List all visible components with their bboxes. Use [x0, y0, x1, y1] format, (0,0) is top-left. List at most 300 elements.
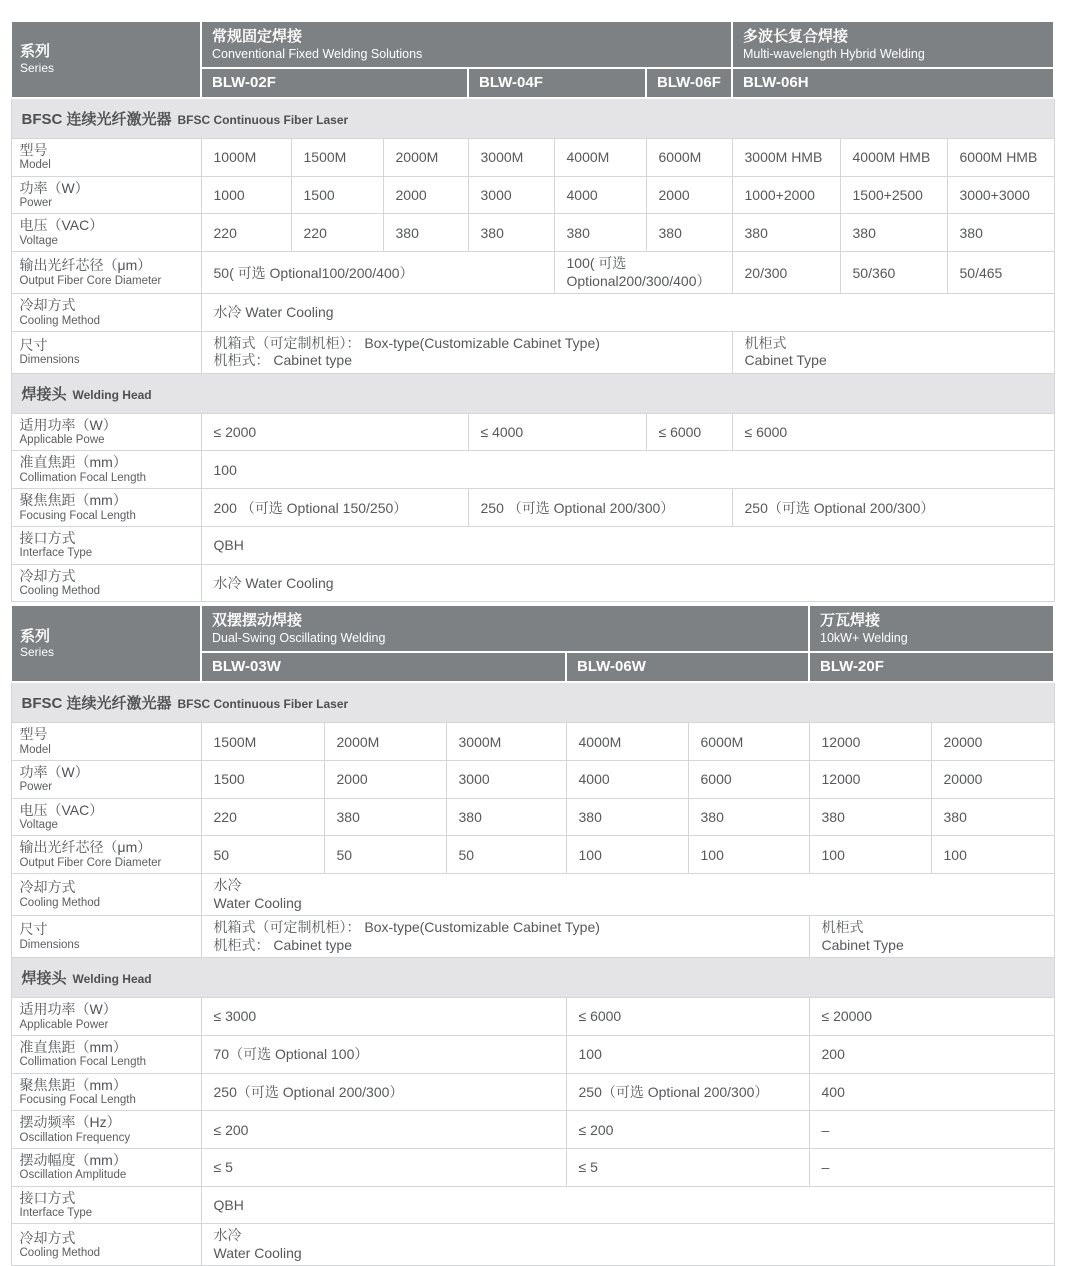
value-text: 1500: [303, 186, 335, 203]
row-label-cell: [11, 916, 201, 958]
row-label-en: Dimensions: [19, 938, 80, 951]
value-line: 机柜式: [744, 334, 787, 351]
spec-value-cell: [291, 214, 383, 252]
spec-value-cell: [646, 413, 732, 451]
model-name: BLW-06W: [577, 658, 646, 676]
spec-value-cell: [201, 138, 291, 176]
value-line: 机箱式（可定制机柜）： Box-type(Customizable Cabinet Type): [213, 919, 600, 936]
model-header-cell: [809, 652, 1054, 682]
section-title-cell: [11, 98, 1054, 139]
value-text: 100: [578, 846, 602, 863]
value-text: 50: [458, 846, 475, 863]
spec-value-cell: [468, 214, 554, 252]
table-body: [11, 682, 1054, 1266]
value-text: ≤ 20000: [821, 1008, 873, 1025]
value-text: 水冷 Water Cooling: [213, 304, 334, 321]
group-header-cell: [809, 605, 1054, 652]
spec-value-cell: [554, 252, 732, 294]
value-text: 4000M HMB: [852, 149, 931, 166]
spec-value-cell: [931, 723, 1054, 761]
spec-value-cell: [383, 176, 468, 214]
spec-value-cell: [688, 760, 809, 798]
value-text: 380: [744, 224, 768, 241]
value-text: ≤ 200: [213, 1121, 249, 1138]
spec-value-cell: [646, 138, 732, 176]
spec-value-cell: [931, 798, 1054, 836]
value-text: 6000M: [658, 149, 702, 166]
value-text: 50/465: [959, 264, 1003, 281]
row-label-zh: 聚焦焦距（mm）: [19, 492, 127, 509]
spec-row: [11, 451, 1054, 489]
row-label-zh: 冷却方式: [19, 879, 76, 896]
row-label-zh: 适用功率（W）: [19, 1001, 117, 1018]
spec-value-cell: [809, 836, 931, 874]
value-text: ≤ 200: [578, 1121, 614, 1138]
spec-row: [11, 564, 1054, 602]
value-text: 100: [943, 846, 967, 863]
spec-value-cell: [324, 836, 446, 874]
value-text: 50: [213, 846, 230, 863]
row-label-cell: [11, 413, 201, 451]
value-text: 1500: [213, 771, 245, 788]
value-text: 4000M: [578, 733, 622, 750]
section-title-row: [11, 958, 1054, 998]
row-label-en: Voltage: [19, 819, 58, 832]
value-text: 100: [213, 461, 237, 478]
value-text: ≤ 3000: [213, 1008, 257, 1025]
row-label-zh: 电压（VAC）: [19, 801, 104, 818]
spec-value-cell: [201, 176, 291, 214]
value-text: 1500M: [303, 149, 347, 166]
section-title-zh: BFSC 连续光纤激光器: [21, 695, 172, 713]
spec-value-cell: [732, 252, 840, 294]
spec-value-cell: [809, 760, 931, 798]
spec-row: [11, 252, 1054, 294]
value-text: 3000: [480, 186, 512, 203]
spec-value-cell: [947, 138, 1054, 176]
value-text: 3000M: [480, 149, 524, 166]
value-text: 380: [480, 224, 504, 241]
row-label-en: Interface Type: [19, 1207, 93, 1220]
model-name: BLW-02F: [212, 73, 276, 91]
value-text: 380: [852, 224, 876, 241]
row-label-zh: 接口方式: [19, 529, 76, 546]
value-text: ≤ 5: [578, 1159, 598, 1176]
spec-value-cell: [809, 1035, 1054, 1073]
value-text: 250（可选 Optional 200/300）: [213, 1083, 404, 1100]
row-label-en: Cooling Method: [19, 896, 101, 909]
value-line: 机柜式： Cabinet type: [213, 936, 352, 953]
row-label-en: Model: [19, 159, 51, 172]
value-text: 6000M HMB: [959, 149, 1038, 166]
value-text: 250（可选 Optional 200/300）: [578, 1083, 769, 1100]
spec-value-cell: [947, 176, 1054, 214]
value-line: 机箱式（可定制机柜）： Box-type(Customizable Cabinet Type): [213, 334, 600, 351]
row-label-cell: [11, 874, 201, 916]
value-text: 380: [700, 809, 724, 826]
section-title-cell: [11, 958, 1054, 998]
model-name: BLW-20F: [820, 658, 884, 676]
value-text: 4000M: [566, 149, 610, 166]
model-header-cell: [646, 68, 732, 98]
spec-table-host-oscillating-10kw: [10, 604, 1053, 1266]
spec-value-cell: [554, 138, 646, 176]
spec-value-cell: [468, 176, 554, 214]
model-name: BLW-04F: [479, 73, 543, 91]
value-text: 3000M HMB: [744, 149, 823, 166]
section-title-en: BFSC Continuous Fiber Laser: [177, 112, 349, 127]
spec-value-cell: [840, 252, 947, 294]
value-line: Optional200/300/400）: [566, 272, 711, 289]
series-label-zh: 系列: [20, 43, 51, 61]
spec-value-cell: [566, 1073, 809, 1111]
spec-row: [11, 138, 1054, 176]
row-label-en: Power: [19, 781, 53, 794]
row-label-cell: [11, 1148, 201, 1186]
spec-value-cell: [201, 413, 468, 451]
spec-row: [11, 1148, 1054, 1186]
row-label-zh: 电压（VAC）: [19, 217, 104, 234]
row-label-cell: [11, 214, 201, 252]
row-label-zh: 冷却方式: [19, 1229, 76, 1246]
spec-value-cell: [201, 451, 1054, 489]
row-label-zh: 型号: [19, 726, 48, 743]
spec-value-cell: [566, 1111, 809, 1149]
row-label-en: Power: [19, 197, 53, 210]
spec-value-cell: [446, 798, 566, 836]
row-label-zh: 适用功率（W）: [19, 416, 117, 433]
model-header-cell: [468, 68, 646, 98]
spec-value-cell: [688, 723, 809, 761]
spec-value-cell: [446, 760, 566, 798]
spec-value-cell: [732, 331, 1054, 373]
spec-value-cell: [646, 176, 732, 214]
spec-row: [11, 526, 1054, 564]
value-text: 380: [821, 809, 845, 826]
row-label-zh: 摆动频率（Hz）: [19, 1114, 121, 1131]
group-title-zh: 常规固定焊接: [212, 28, 303, 45]
spec-value-cell: [947, 252, 1054, 294]
header-group-row: [11, 21, 1054, 68]
section-title-en: Welding Head: [72, 972, 152, 987]
row-label-en: Focusing Focal Length: [19, 509, 136, 522]
spec-row: [11, 798, 1054, 836]
value-text: –: [821, 1121, 830, 1138]
header-group-row: [11, 605, 1054, 652]
spec-row: [11, 294, 1054, 332]
row-label-cell: [11, 1073, 201, 1111]
value-text: 2000: [658, 186, 690, 203]
row-label-zh: 尺寸: [19, 921, 48, 938]
row-label-zh: 冷却方式: [19, 297, 76, 314]
value-text: ≤ 4000: [480, 424, 524, 441]
spec-row: [11, 413, 1054, 451]
group-title-en: Dual-Swing Oscillating Welding: [212, 630, 386, 645]
value-text: 1000: [213, 186, 245, 203]
row-label-cell: [11, 451, 201, 489]
spec-row: [11, 916, 1054, 958]
spec-value-cell: [840, 176, 947, 214]
spec-row: [11, 1111, 1054, 1149]
row-label-zh: 摆动幅度（mm）: [19, 1151, 127, 1168]
value-text: 250（可选 Optional 200/300）: [744, 499, 935, 516]
group-title-en: Conventional Fixed Welding Solutions: [212, 46, 423, 61]
value-text: 70（可选 Optional 100）: [213, 1046, 369, 1063]
row-label-cell: [11, 998, 201, 1036]
spec-row: [11, 214, 1054, 252]
value-text: 250 （可选 Optional 200/300）: [480, 499, 675, 516]
model-header-cell: [566, 652, 809, 682]
spec-value-cell: [383, 214, 468, 252]
spec-value-cell: [931, 760, 1054, 798]
value-text: 380: [578, 809, 602, 826]
spec-value-cell: [201, 331, 732, 373]
row-label-zh: 输出光纤芯径（μm）: [19, 257, 152, 274]
value-text: 220: [303, 224, 327, 241]
value-text: 6000: [700, 771, 732, 788]
spec-value-cell: [947, 214, 1054, 252]
value-text: 200 （可选 Optional 150/250）: [213, 499, 408, 516]
row-label-en: Oscillation Frequency: [19, 1131, 131, 1144]
row-label-cell: [11, 760, 201, 798]
spec-value-cell: [201, 1224, 1054, 1266]
section-title-zh: 焊接头: [21, 970, 67, 988]
section-title-zh: BFSC 连续光纤激光器: [21, 110, 172, 128]
value-text: 380: [395, 224, 419, 241]
spec-row: [11, 1035, 1054, 1073]
spec-value-cell: [324, 760, 446, 798]
spec-row: [11, 836, 1054, 874]
section-title-cell: [11, 373, 1054, 413]
spec-value-cell: [809, 1111, 1054, 1149]
row-label-zh: 功率（W）: [19, 763, 89, 780]
spec-value-cell: [732, 413, 1054, 451]
value-line: 100( 可选: [566, 255, 627, 272]
model-header-cell: [732, 68, 1054, 98]
value-text: 380: [458, 809, 482, 826]
row-label-zh: 尺寸: [19, 336, 48, 353]
row-label-en: Collimation Focal Length: [19, 471, 147, 484]
spec-value-cell: [809, 798, 931, 836]
spec-value-cell: [201, 526, 1054, 564]
spec-value-cell: [931, 836, 1054, 874]
spec-table-oscillating-and-10kw: [10, 604, 1055, 1266]
row-label-en: Focusing Focal Length: [19, 1094, 136, 1107]
spec-value-cell: [566, 760, 688, 798]
row-label-zh: 型号: [19, 141, 48, 158]
row-label-en: Model: [19, 743, 51, 756]
value-text: 100: [700, 846, 724, 863]
model-name: BLW-06F: [657, 73, 721, 91]
value-text: 20000: [943, 733, 983, 750]
value-line: 水冷: [213, 877, 242, 894]
spec-value-cell: [201, 252, 554, 294]
spec-value-cell: [201, 998, 566, 1036]
row-label-cell: [11, 526, 201, 564]
spec-value-cell: [201, 1148, 566, 1186]
value-text: 400: [821, 1083, 845, 1100]
value-text: 380: [336, 809, 360, 826]
row-label-cell: [11, 723, 201, 761]
table-header: [11, 21, 1054, 98]
group-title-zh: 双摆摆动焊接: [212, 612, 303, 630]
value-line: Cabinet Type: [744, 352, 827, 369]
group-title-en: 10kW+ Welding: [820, 630, 908, 645]
value-text: 100: [821, 846, 845, 863]
spec-value-cell: [201, 214, 291, 252]
spec-value-cell: [201, 564, 1054, 602]
spec-value-cell: [468, 489, 732, 527]
value-text: 1500+2500: [852, 186, 923, 203]
spec-value-cell: [291, 138, 383, 176]
spec-value-cell: [840, 214, 947, 252]
value-line: Water Cooling: [213, 894, 302, 911]
row-label-zh: 冷却方式: [19, 567, 76, 584]
value-text: 100: [578, 1046, 602, 1063]
row-label-cell: [11, 252, 201, 294]
value-text: ≤ 5: [213, 1159, 233, 1176]
row-label-cell: [11, 138, 201, 176]
spec-value-cell: [732, 489, 1054, 527]
spec-value-cell: [688, 836, 809, 874]
spec-value-cell: [201, 760, 324, 798]
row-label-zh: 聚焦焦距（mm）: [19, 1076, 127, 1093]
section-title-row: [11, 98, 1054, 139]
value-text: 2000M: [336, 733, 380, 750]
value-line: 机柜式： Cabinet type: [213, 352, 352, 369]
row-label-cell: [11, 798, 201, 836]
model-header-cell: [201, 68, 468, 98]
group-title-en: Multi-wavelength Hybrid Welding: [743, 46, 925, 61]
series-header-cell: [11, 21, 201, 98]
row-label-en: Output Fiber Core Diameter: [19, 856, 162, 869]
spec-value-cell: [201, 836, 324, 874]
row-label-en: Output Fiber Core Diameter: [19, 274, 162, 287]
row-label-cell: [11, 489, 201, 527]
spec-row: [11, 331, 1054, 373]
spec-row: [11, 1073, 1054, 1111]
spec-value-cell: [809, 1073, 1054, 1111]
value-text: ≤ 2000: [213, 424, 257, 441]
value-text: 6000M: [700, 733, 744, 750]
spec-value-cell: [324, 798, 446, 836]
row-label-cell: [11, 331, 201, 373]
group-header-cell: [201, 21, 732, 68]
row-label-cell: [11, 1111, 201, 1149]
spec-value-cell: [840, 138, 947, 176]
spec-value-cell: [566, 1035, 809, 1073]
spec-value-cell: [566, 1148, 809, 1186]
spec-value-cell: [201, 798, 324, 836]
group-header-cell: [732, 21, 1054, 68]
spec-value-cell: [291, 176, 383, 214]
series-header-cell: [11, 605, 201, 682]
value-text: 1000M: [213, 149, 257, 166]
spec-value-cell: [809, 916, 1054, 958]
table-header: [11, 605, 1054, 682]
spec-table-conventional-and-hybrid: [10, 20, 1055, 602]
value-text: 50( 可选 Optional100/200/400）: [213, 264, 414, 281]
spec-value-cell: [688, 798, 809, 836]
value-text: 3000: [458, 771, 490, 788]
spec-row: [11, 760, 1054, 798]
row-label-en: Applicable Powe: [19, 434, 105, 447]
row-label-en: Dimensions: [19, 354, 80, 367]
row-label-zh: 接口方式: [19, 1189, 76, 1206]
series-label-en: Series: [20, 645, 55, 660]
row-label-en: Voltage: [19, 234, 58, 247]
row-label-cell: [11, 1224, 201, 1266]
value-text: 3000+3000: [959, 186, 1030, 203]
spec-value-cell: [554, 214, 646, 252]
value-text: 380: [943, 809, 967, 826]
section-title-row: [11, 682, 1054, 723]
value-text: 200: [821, 1046, 845, 1063]
spec-value-cell: [201, 916, 809, 958]
value-text: 2000: [395, 186, 427, 203]
spec-value-cell: [566, 998, 809, 1036]
row-label-en: Cooling Method: [19, 1247, 101, 1260]
spec-value-cell: [324, 723, 446, 761]
series-label-en: Series: [20, 60, 55, 75]
row-label-cell: [11, 1035, 201, 1073]
spec-value-cell: [809, 1148, 1054, 1186]
value-text: 50: [336, 846, 353, 863]
value-text: 1000+2000: [744, 186, 815, 203]
spec-row: [11, 874, 1054, 916]
series-label-zh: 系列: [20, 627, 51, 645]
spec-value-cell: [809, 723, 931, 761]
section-title-en: Welding Head: [72, 387, 152, 402]
value-text: 水冷 Water Cooling: [213, 574, 334, 591]
section-title-zh: 焊接头: [21, 385, 67, 403]
row-label-zh: 准直焦距（mm）: [19, 454, 127, 471]
spec-row: [11, 176, 1054, 214]
spec-value-cell: [468, 138, 554, 176]
row-label-cell: [11, 564, 201, 602]
value-line: Cabinet Type: [821, 936, 904, 953]
spec-row: [11, 723, 1054, 761]
group-title-zh: 多波长复合焊接: [743, 28, 849, 45]
model-name: BLW-06H: [743, 73, 809, 91]
row-label-cell: [11, 294, 201, 332]
spec-value-cell: [201, 1073, 566, 1111]
row-label-en: Interface Type: [19, 547, 93, 560]
value-text: 4000: [566, 186, 598, 203]
value-text: ≤ 6000: [578, 1008, 622, 1025]
value-text: ≤ 6000: [744, 424, 788, 441]
value-text: ≤ 6000: [658, 424, 702, 441]
spec-value-cell: [201, 1111, 566, 1149]
group-header-cell: [201, 605, 809, 652]
spec-value-cell: [566, 798, 688, 836]
table-body: [11, 98, 1054, 602]
value-text: 20000: [943, 771, 983, 788]
spec-value-cell: [201, 1035, 566, 1073]
spec-value-cell: [383, 138, 468, 176]
spec-value-cell: [446, 723, 566, 761]
spec-value-cell: [554, 176, 646, 214]
value-text: QBH: [213, 537, 244, 554]
spec-value-cell: [566, 723, 688, 761]
spec-value-cell: [646, 214, 732, 252]
value-text: 12000: [821, 771, 861, 788]
row-label-cell: [11, 1186, 201, 1224]
section-title-row: [11, 373, 1054, 413]
spec-table-host-conventional-hybrid: [10, 20, 1053, 602]
value-text: 220: [213, 809, 237, 826]
model-name: BLW-03W: [212, 658, 281, 676]
